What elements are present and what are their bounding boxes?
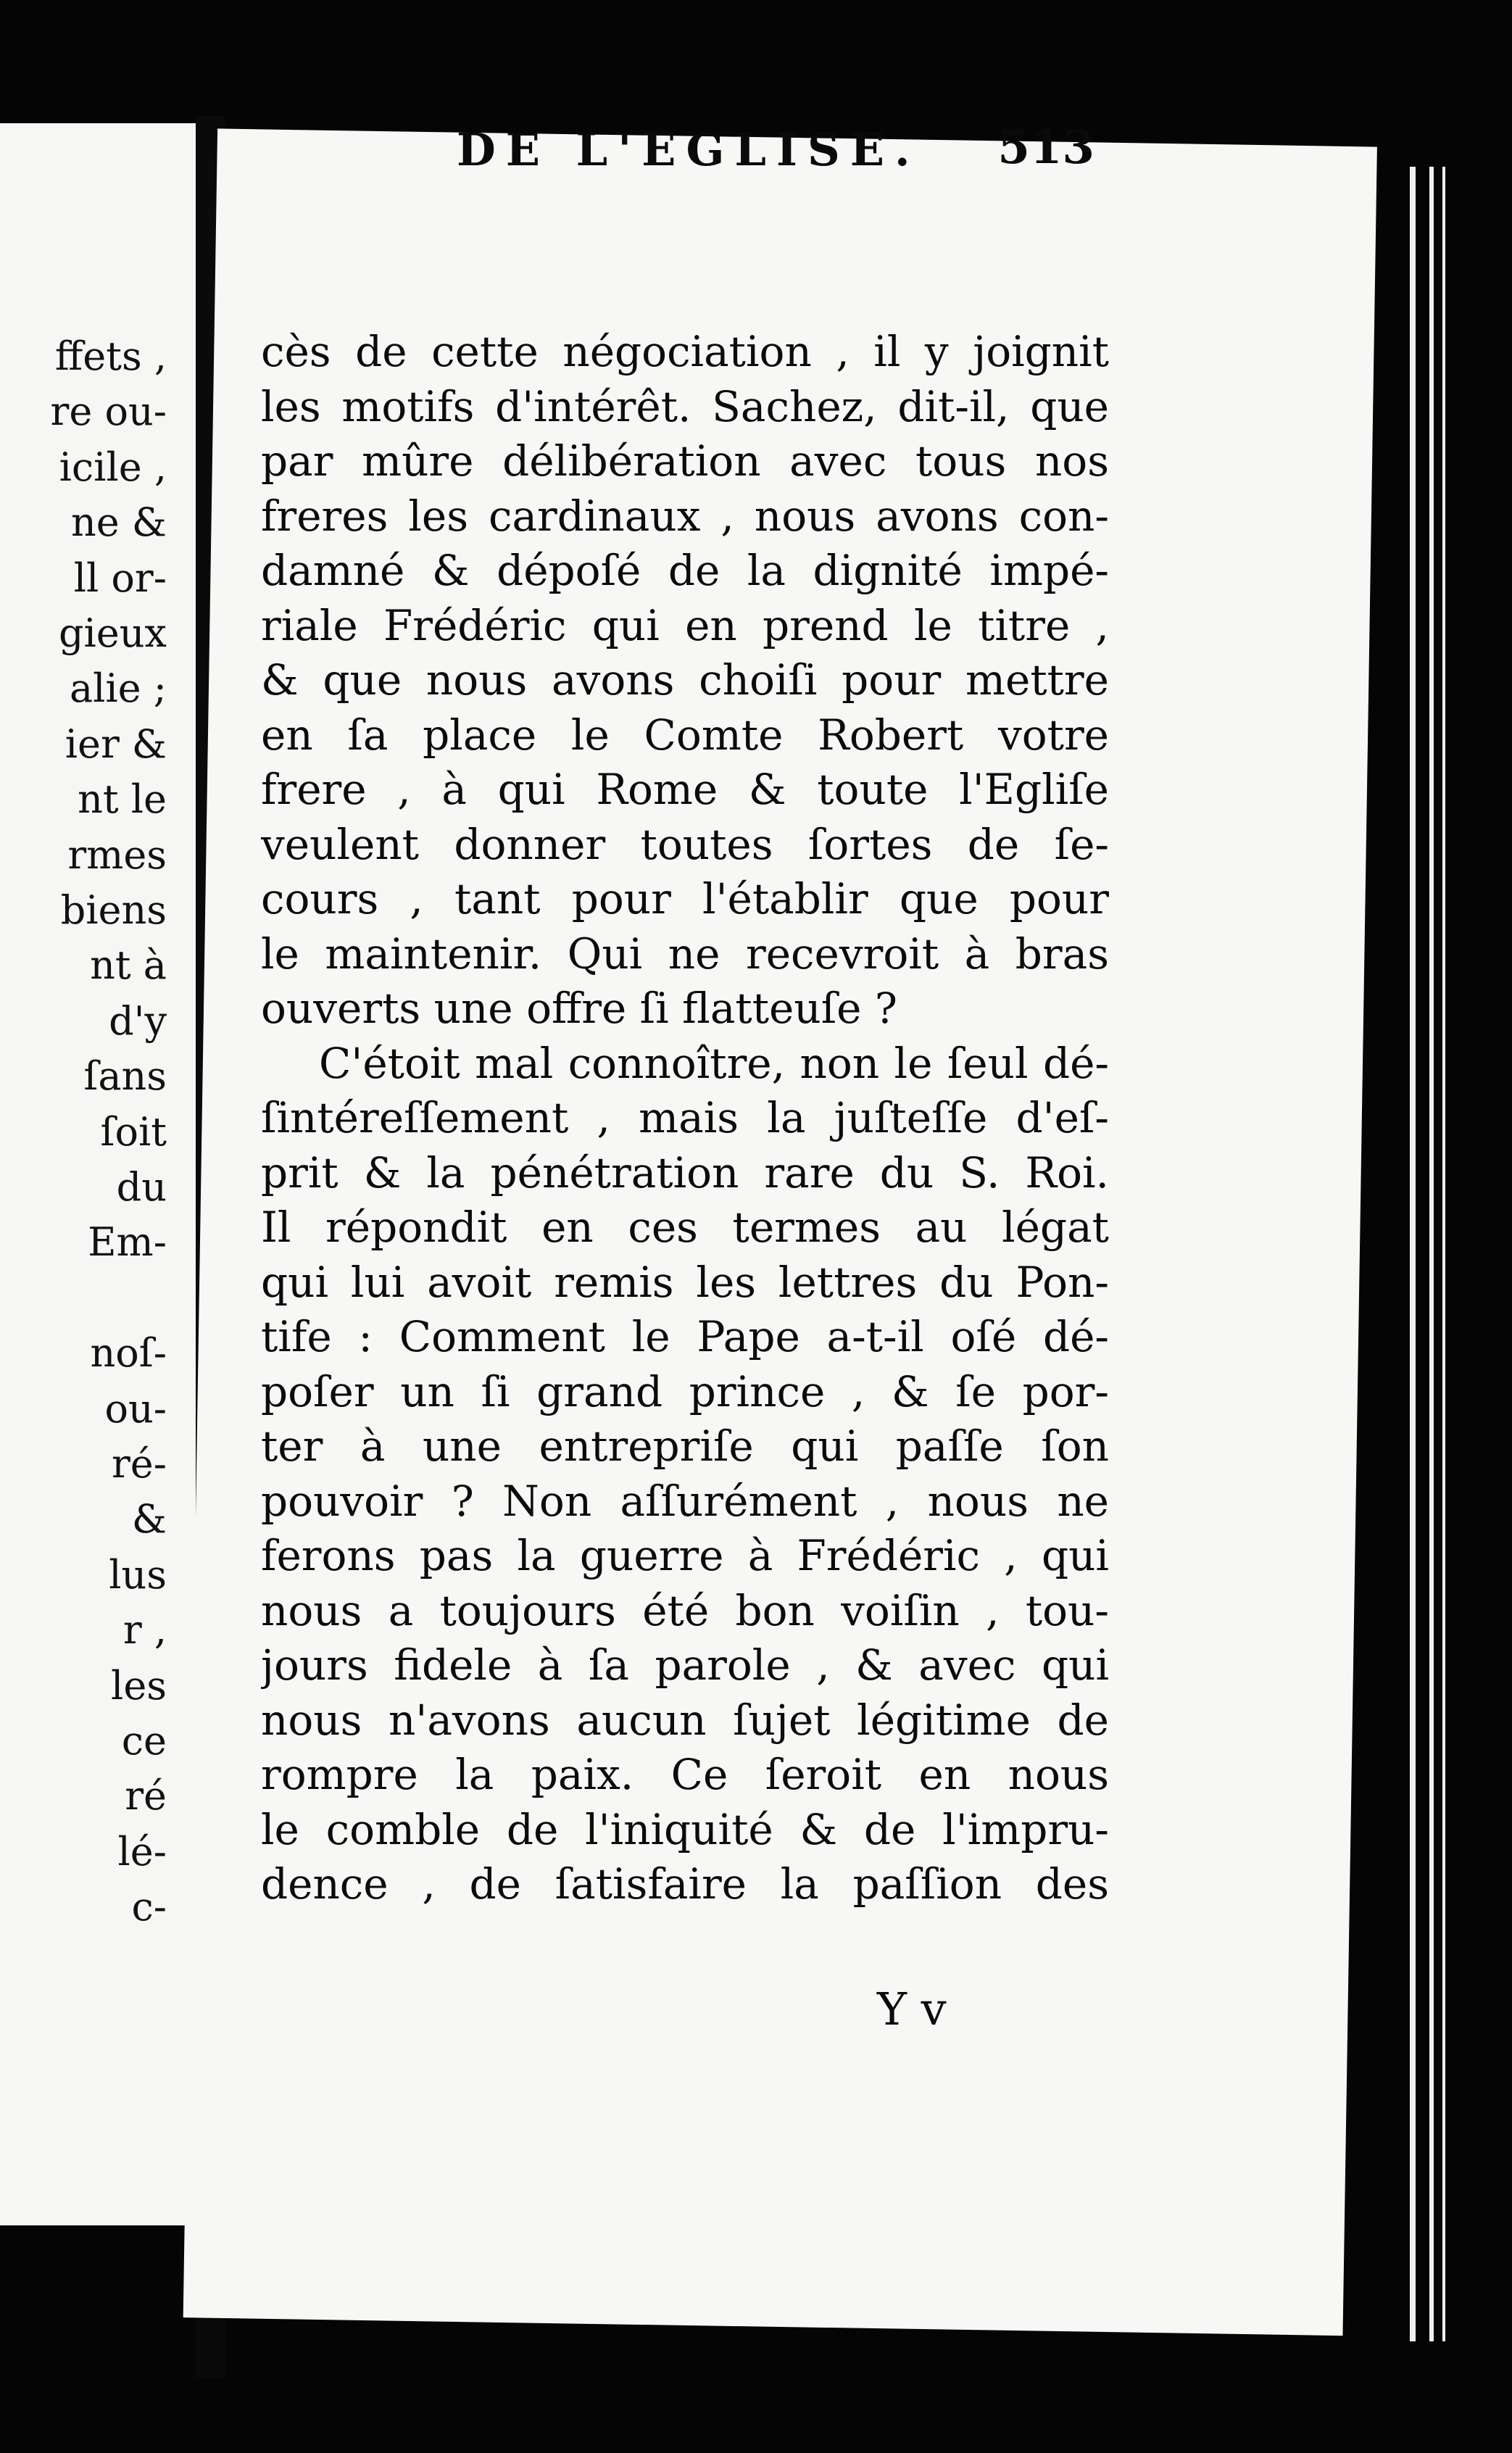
left-page-line: ll or- bbox=[73, 555, 167, 601]
text-line: frere , à qui Rome & toute l'Egliſe bbox=[261, 765, 1109, 814]
text-line: les motifs d'intérêt. Sachez, dit-il, que bbox=[261, 381, 1109, 431]
left-page-line: rmes bbox=[67, 831, 167, 878]
text-line: ſintéreſſement , mais la juſteſſe d'eſ- bbox=[261, 1093, 1109, 1142]
left-page-line: du bbox=[116, 1164, 167, 1210]
left-page-line: alie ; bbox=[69, 665, 167, 712]
text-line: cès de cette négociation , il y joignit bbox=[261, 327, 1109, 376]
left-page-line: & bbox=[131, 1496, 167, 1543]
text-line: le maintenir. Qui ne recevroit à bras bbox=[261, 929, 1109, 979]
text-line: freres les cardinaux , nous avons con- bbox=[261, 491, 1109, 541]
text-line: & que nous avons choiſi pour mettre bbox=[261, 655, 1109, 705]
left-page-line: re ou- bbox=[50, 389, 167, 435]
text-line: nous n'avons aucun ſujet légitime de bbox=[261, 1695, 1109, 1745]
left-page-line: ffets , bbox=[54, 333, 167, 379]
text-line: veulent donner toutes ſortes de ſe- bbox=[261, 819, 1109, 869]
left-page-line: gieux bbox=[58, 610, 167, 656]
text-line: ferons pas la guerre à Frédéric , qui bbox=[261, 1531, 1109, 1580]
page-number: 513 bbox=[997, 120, 1094, 175]
left-page-line: c- bbox=[131, 1884, 167, 1930]
text-line: qui lui avoit remis les lettres du Pon- bbox=[261, 1257, 1109, 1307]
text-line: pouvoir ? Non aſſurément , nous ne bbox=[261, 1476, 1109, 1526]
text-line: Il répondit en ces termes au légat bbox=[261, 1203, 1109, 1252]
text-line: jours fidele à ſa parole , & avec qui bbox=[261, 1640, 1109, 1690]
text-line: cours , tant pour l'établir que pour bbox=[261, 874, 1109, 923]
left-page-line: noſ- bbox=[90, 1330, 167, 1377]
text-line: riale Frédéric qui en prend le titre , bbox=[261, 600, 1109, 650]
page-header bbox=[246, 120, 1116, 188]
left-page-line: ier & bbox=[65, 721, 167, 767]
page-edge-line bbox=[1442, 167, 1445, 2341]
body-text bbox=[261, 325, 1109, 1912]
left-page-line: biens bbox=[60, 887, 167, 933]
left-page-line: ce bbox=[121, 1718, 167, 1764]
text-line: poſer un ſi grand prince , & ſe por- bbox=[261, 1366, 1109, 1416]
left-page-line: ne & bbox=[71, 499, 167, 546]
left-page-line: les bbox=[111, 1662, 167, 1709]
running-title: DE L'EGLISE. bbox=[457, 123, 921, 176]
text-line: ouverts une offre ſi flatteuſe ? bbox=[261, 984, 898, 1033]
left-page-line: lus bbox=[109, 1551, 167, 1598]
left-page-line: nt à bbox=[90, 942, 167, 989]
text-line: le comble de l'iniquité & de l'impru- bbox=[261, 1804, 1109, 1854]
left-page-line: lé- bbox=[117, 1828, 167, 1875]
left-page-line: ou- bbox=[104, 1385, 167, 1432]
signature-mark: Y v bbox=[877, 1983, 947, 2035]
page-edge-line bbox=[1410, 167, 1416, 2341]
text-line: par mûre délibération avec tous nos bbox=[261, 436, 1109, 486]
text-line: dence , de ſatisfaire la paſſion des bbox=[261, 1859, 1109, 1909]
text-line: C'étoit mal connoître, non le ſeul dé- bbox=[319, 1038, 1109, 1088]
left-page-line: r , bbox=[122, 1607, 167, 1653]
text-line: nous a toujours été bon voiſin , tou- bbox=[261, 1585, 1109, 1635]
left-page-line: d'y bbox=[109, 997, 167, 1044]
text-line: ter à une entrepriſe qui paſſe ſon bbox=[261, 1421, 1109, 1471]
left-page-line: ré- bbox=[111, 1441, 167, 1487]
left-page-line: ſoit bbox=[100, 1108, 167, 1155]
left-page-line: Em- bbox=[88, 1219, 167, 1266]
page-edge-line bbox=[1429, 167, 1434, 2341]
text-line: prit & la pénétration rare du S. Roi. bbox=[261, 1147, 1109, 1198]
left-page-line: nt le bbox=[78, 776, 167, 823]
text-line: damné & dépoſé de la dignité impé- bbox=[261, 546, 1109, 595]
left-page-line: ré bbox=[125, 1773, 167, 1819]
text-line: tife : Comment le Pape a-t-il oſé dé- bbox=[261, 1312, 1109, 1361]
left-facing-page bbox=[0, 123, 196, 2225]
left-page-line: ſans bbox=[83, 1053, 167, 1100]
text-line: en ſa place le Comte Robert votre bbox=[261, 710, 1109, 760]
text-line: rompre la paix. Ce ſeroit en nous bbox=[261, 1750, 1109, 1799]
left-page-line: icile , bbox=[59, 444, 167, 490]
